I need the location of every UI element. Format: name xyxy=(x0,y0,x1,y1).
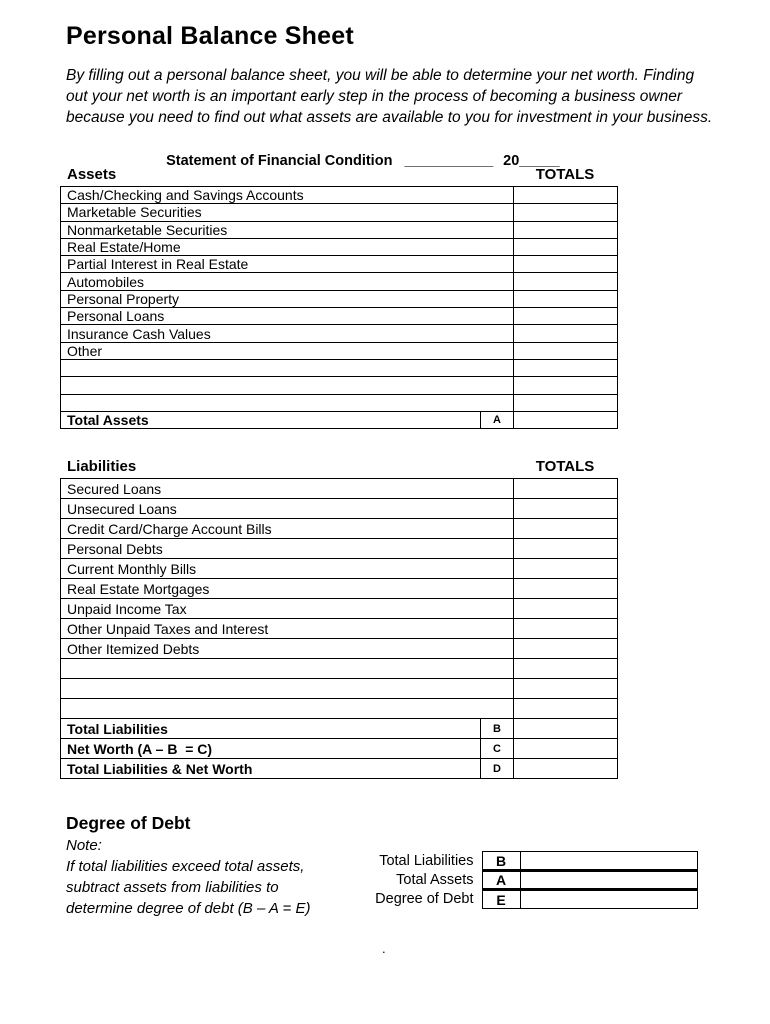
row-label xyxy=(61,359,514,376)
degree-row-label: Total Liabilities xyxy=(379,853,474,869)
row-label: Real Estate Mortgages xyxy=(61,579,514,599)
table-row xyxy=(61,290,618,307)
table-row xyxy=(61,579,618,599)
amount-cell[interactable] xyxy=(514,359,618,376)
total-row-label: Net Worth (A – B = C) xyxy=(61,739,481,759)
statement-year-prefix: 20 xyxy=(503,153,520,169)
intro-line: out your net worth is an important early step in the process of becoming a business owner xyxy=(66,88,683,105)
intro-paragraph xyxy=(66,65,726,128)
statement-line xyxy=(158,137,560,169)
row-label: Personal Debts xyxy=(61,539,514,559)
amount-cell[interactable] xyxy=(514,699,618,719)
statement-label: Statement of Financial Condition xyxy=(166,153,393,169)
total-row-label: Total Liabilities xyxy=(61,719,481,739)
row-label: Cash/Checking and Savings Accounts xyxy=(61,187,514,204)
degree-of-debt-row xyxy=(307,890,697,909)
table-row xyxy=(61,221,618,238)
table-row xyxy=(61,256,618,273)
amount-cell[interactable] xyxy=(514,290,618,307)
liabilities-table xyxy=(60,478,618,779)
amount-cell[interactable] xyxy=(514,599,618,619)
amount-cell[interactable] xyxy=(514,273,618,290)
amount-cell[interactable] xyxy=(514,739,618,759)
table-row xyxy=(61,619,618,639)
table-row xyxy=(61,539,618,559)
amount-cell[interactable] xyxy=(514,639,618,659)
row-label: Marketable Securities xyxy=(61,204,514,221)
amount-cell[interactable] xyxy=(520,852,697,871)
amount-cell[interactable] xyxy=(514,221,618,238)
amount-cell[interactable] xyxy=(514,411,618,428)
table-row xyxy=(61,559,618,579)
letter-cell: D xyxy=(481,759,514,779)
amount-cell[interactable] xyxy=(514,559,618,579)
amount-cell[interactable] xyxy=(514,759,618,779)
row-label xyxy=(61,659,514,679)
amount-cell[interactable] xyxy=(514,619,618,639)
row-label: Insurance Cash Values xyxy=(61,325,514,342)
liabilities-heading: Liabilities xyxy=(67,458,137,475)
intro-line: because you need to find out what assets are available to you for investment in your business. xyxy=(66,109,713,126)
amount-cell[interactable] xyxy=(514,238,618,255)
row-label: Current Monthly Bills xyxy=(61,559,514,579)
row-label: Automobiles xyxy=(61,273,514,290)
amount-cell[interactable] xyxy=(514,519,618,539)
amount-cell[interactable] xyxy=(514,659,618,679)
total-row xyxy=(61,739,618,759)
table-row xyxy=(61,377,618,394)
table-row xyxy=(61,342,618,359)
amount-cell[interactable] xyxy=(520,871,697,890)
table-row xyxy=(61,359,618,376)
row-label xyxy=(61,377,514,394)
letter-cell: E xyxy=(482,890,520,909)
table-row xyxy=(61,659,618,679)
row-label: Other Itemized Debts xyxy=(61,639,514,659)
row-label: Real Estate/Home xyxy=(61,238,514,255)
statement-date-blank[interactable]: ___________ xyxy=(404,153,494,169)
row-label: Unsecured Loans xyxy=(61,499,514,519)
table-row xyxy=(61,599,618,619)
row-label: Nonmarketable Securities xyxy=(61,221,514,238)
amount-cell[interactable] xyxy=(514,719,618,739)
degree-of-debt-row xyxy=(307,852,697,871)
table-row xyxy=(61,325,618,342)
table-row xyxy=(61,394,618,411)
table-row xyxy=(61,308,618,325)
degree-of-debt-note xyxy=(66,835,310,919)
row-label: Other Unpaid Taxes and Interest xyxy=(61,619,514,639)
page-title: Personal Balance Sheet xyxy=(66,22,354,50)
row-label xyxy=(61,699,514,719)
table-row xyxy=(61,519,618,539)
amount-cell[interactable] xyxy=(514,479,618,499)
letter-cell: B xyxy=(482,852,520,871)
amount-cell[interactable] xyxy=(514,308,618,325)
table-row xyxy=(61,639,618,659)
row-label: Personal Loans xyxy=(61,308,514,325)
table-row xyxy=(61,204,618,221)
amount-cell[interactable] xyxy=(514,394,618,411)
row-label: Secured Loans xyxy=(61,479,514,499)
row-label xyxy=(61,394,514,411)
amount-cell[interactable] xyxy=(514,679,618,699)
note-label: Note: xyxy=(66,837,102,854)
row-label: Other xyxy=(61,342,514,359)
note-line: determine degree of debt (B – A = E) xyxy=(66,900,311,917)
total-row-label: Total Assets xyxy=(61,411,481,428)
row-label: Personal Property xyxy=(61,290,514,307)
liabilities-totals-label: TOTALS xyxy=(535,458,595,475)
total-row xyxy=(61,411,618,428)
degree-row-label: Total Assets xyxy=(396,872,474,888)
letter-cell: B xyxy=(481,719,514,739)
letter-cell: A xyxy=(481,411,514,428)
amount-cell[interactable] xyxy=(514,187,618,204)
intro-line: By filling out a personal balance sheet, you will be able to determine your net worth. Finding xyxy=(66,67,695,84)
row-label: Credit Card/Charge Account Bills xyxy=(61,519,514,539)
footer-mark: . xyxy=(382,941,386,956)
liabilities-header xyxy=(60,458,617,476)
table-row xyxy=(61,679,618,699)
statement-year-blank[interactable]: _____ xyxy=(519,153,560,169)
amount-cell[interactable] xyxy=(514,499,618,519)
assets-totals-label: TOTALS xyxy=(535,166,595,183)
amount-cell[interactable] xyxy=(514,325,618,342)
letter-cell: C xyxy=(481,739,514,759)
table-row xyxy=(61,273,618,290)
amount-cell[interactable] xyxy=(514,539,618,559)
total-row xyxy=(61,759,618,779)
table-row xyxy=(61,187,618,204)
row-label: Partial Interest in Real Estate xyxy=(61,256,514,273)
row-label xyxy=(61,679,514,699)
degree-row-label: Degree of Debt xyxy=(375,891,474,907)
amount-cell[interactable] xyxy=(514,342,618,359)
row-label: Unpaid Income Tax xyxy=(61,599,514,619)
amount-cell[interactable] xyxy=(520,890,697,909)
assets-header xyxy=(60,166,617,184)
table-row xyxy=(61,479,618,499)
table-row xyxy=(61,699,618,719)
table-row xyxy=(61,238,618,255)
degree-of-debt-heading: Degree of Debt xyxy=(66,813,191,833)
degree-of-debt-row xyxy=(307,871,697,890)
note-line: subtract assets from liabilities to xyxy=(66,879,279,896)
assets-heading: Assets xyxy=(67,166,117,183)
degree-of-debt-table xyxy=(307,851,698,909)
amount-cell[interactable] xyxy=(514,377,618,394)
amount-cell[interactable] xyxy=(514,256,618,273)
table-row xyxy=(61,499,618,519)
letter-cell: A xyxy=(482,871,520,890)
assets-table xyxy=(60,186,618,429)
total-row xyxy=(61,719,618,739)
amount-cell[interactable] xyxy=(514,579,618,599)
total-row-label: Total Liabilities & Net Worth xyxy=(61,759,481,779)
note-line: If total liabilities exceed total assets, xyxy=(66,858,305,875)
amount-cell[interactable] xyxy=(514,204,618,221)
